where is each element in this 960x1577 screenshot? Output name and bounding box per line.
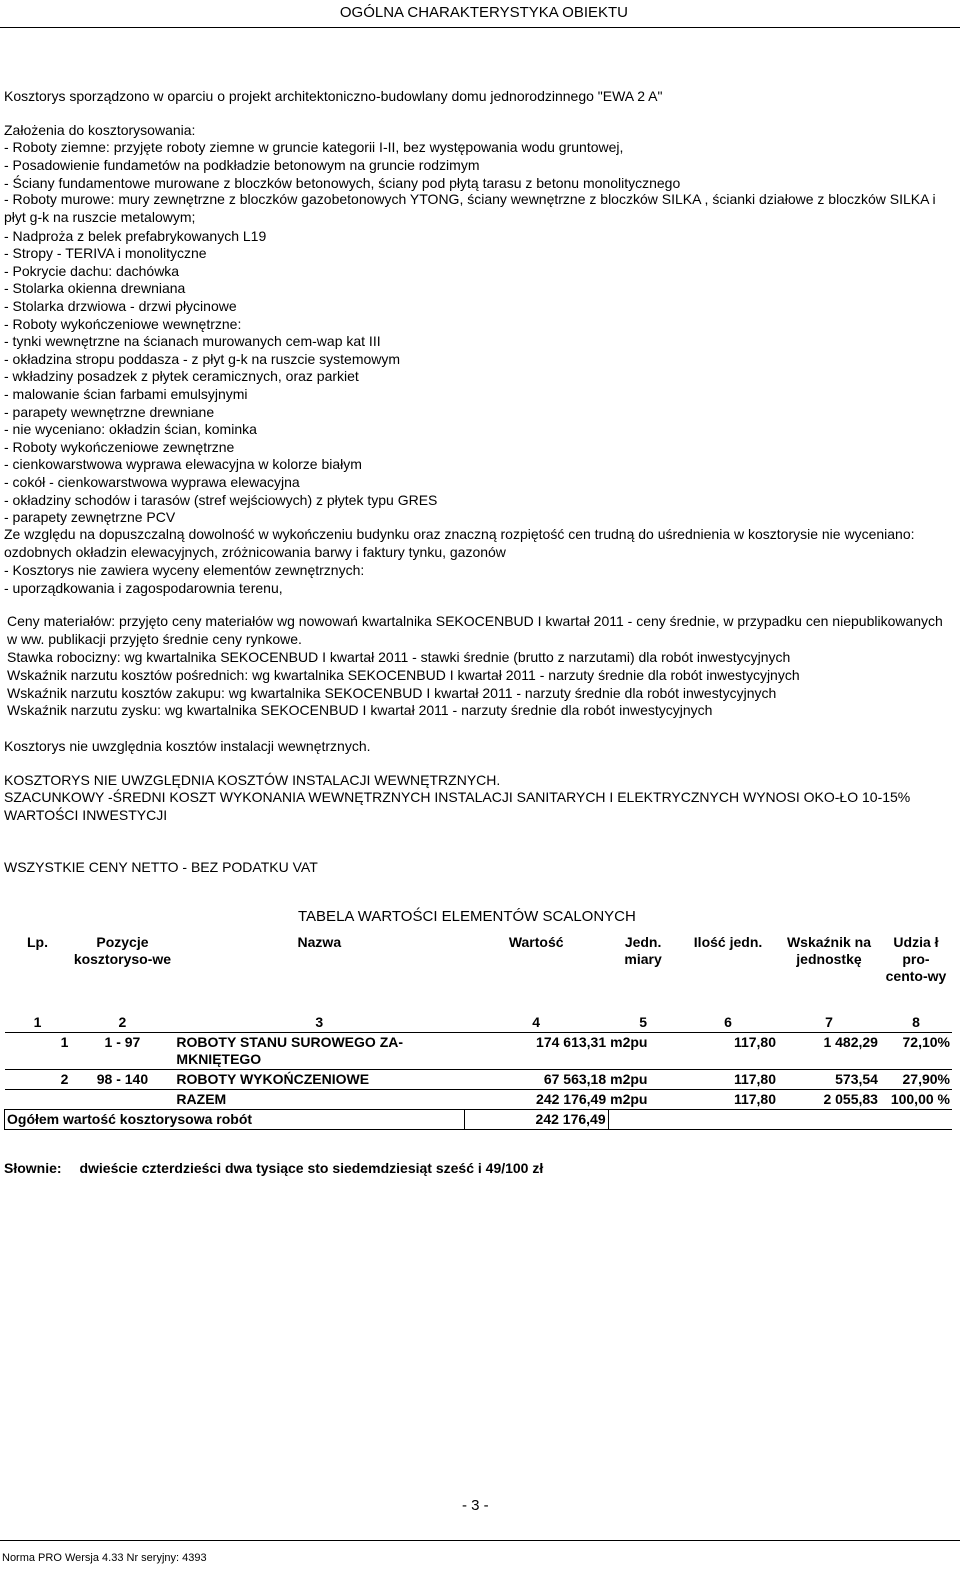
assumption-item: - okładzina stropu poddasza - z płyt g-k na ruszcie systemowym [4,351,401,367]
elements-table [4,933,952,1130]
table-total-row [5,1090,953,1110]
slownie-line [4,1160,557,1176]
footer-divider [0,1540,960,1541]
assumption-item: - Posadowienie fundametów na podkładzie betonowym na gruncie rodzimym [4,157,480,173]
assumption-item: - Roboty wykończeniowe wewnętrzne: [4,316,242,332]
column-number: 7 [778,1013,880,1033]
col-header-ilosc: Ilość jedn. [693,934,763,950]
cell-udzial: 27,90% [880,1070,952,1090]
slownie-label: Słownie: [4,1160,62,1176]
col-header-udzial: Udzia ł pro-cento-wy [885,934,947,984]
excluded-heading: - Kosztorys nie zawiera wyceny elementów zewnętrznych: [4,562,365,578]
table-overall-row [5,1110,953,1130]
assumption-item: - malowanie ścian farbami emulsyjnymi [4,386,248,402]
total-jedn: m2pu [608,1090,678,1110]
page-header [0,0,960,28]
table-header-row [5,933,953,1013]
cell-nazwa: ROBOTY STANU SUROWEGO ZA-MKNIĘTEGO [174,1033,464,1070]
caps-note-1: KOSZTORYS NIE UWZGLĘDNIA KOSZTÓW INSTALACJI WEWNĘTRZNYCH. [4,772,501,788]
cell-lp: 1 [5,1033,71,1070]
overall-wartosc: 242 176,49 [464,1110,608,1130]
caps-note-2: SZACUNKOWY -ŚREDNI KOSZT WYKONANIA WEWNĘTRZNYCH INSTALACJI SANITARYCH I ELEKTRYCZNYCH WYNOSI OKO-ŁO 10-15% WARTOŚCI INWESTYCJI [4,789,911,823]
total-ilosc: 117,80 [678,1090,778,1110]
table-row [5,1070,953,1090]
column-number: 3 [174,1013,464,1033]
cell-wartosc: 67 563,18 [464,1070,608,1090]
total-udzial: 100,00 % [880,1090,952,1110]
assumption-item: - Nadproża z belek prefabrykowanych L19 [4,228,267,244]
prices-materials: Ceny materiałów: przyjęto ceny materiałów wg nowowań kwartalnika SEKOCENBUD I kwartał 2011 - ceny średnie, w przypadku cen niepublikowanych w ww. publikacji przyjęto średnie ceny rynkowe. [7,613,943,647]
table-caption: TABELA WARTOŚCI ELEMENTÓW SCALONYCH [298,908,636,925]
total-wskaznik: 2 055,83 [778,1090,880,1110]
assumption-item: - tynki wewnętrzne na ścianach murowanych cem-wap kat III [4,333,381,349]
footer-text: Norma PRO Wersja 4.33 Nr seryjny: 4393 [2,1552,207,1564]
intro-text: Kosztorys sporządzono w oparciu o projekt architektoniczno-budowlany domu jednorodzinnego "EWA 2 A" [4,88,663,104]
assumption-item: - parapety wewnętrzne drewniane [4,404,215,420]
page-header-title: OGÓLNA CHARAKTERYSTYKA OBIEKTU [339,4,628,21]
assumption-item: - wkładziny posadzek z płytek ceramicznych, oraz parkiet [4,368,359,384]
prices-purchase: Wskaźnik narzutu kosztów zakupu: wg kwartalnika SEKOCENBUD I kwartał 2011 - narzuty średnie dla robót inwestycyjnych [7,685,777,701]
cell-udzial: 72,10% [880,1033,952,1070]
assumption-item: - parapety zewnętrzne PCV [4,509,176,525]
assumption-item: - Roboty murowe: mury zewnętrzne z bloczków gazobetonowych YTONG, ściany wewnętrzne z bloczków SILKA , ścianki działowe z bloczków SILKA i płyt g-k na ruszcie metalowym; [4,191,936,225]
assumption-item: - Stolarka drzwiowa - drzwi płycinowe [4,298,237,314]
table-number-row [5,1013,953,1033]
column-number: 5 [608,1013,678,1033]
cell-lp: 2 [5,1070,71,1090]
cell-ilosc: 117,80 [678,1033,778,1070]
col-header-jedn: Jedn. miary [624,934,662,967]
cell-ilosc: 117,80 [678,1070,778,1090]
assumption-item: - Stropy - TERIVA i monolityczne [4,245,207,261]
prices-indirect: Wskaźnik narzutu kosztów pośrednich: wg kwartalnika SEKOCENBUD I kwartał 2011 - narzuty średnie dla robót inwestycyjnych [7,667,800,683]
assumption-item: - cienkowarstwowa wyprawa elewacyjna w kolorze białym [4,456,362,472]
installations-note: Kosztorys nie uwzględnia kosztów instalacji wewnętrznych. [4,738,371,754]
assumptions-heading: Założenia do kosztorysowania: [4,122,196,138]
assumption-item: - Ściany fundamentowe murowane z bloczków betonowych, ściany pod płytą tarasu z betonu monolitycznego [4,175,681,191]
total-label: RAZEM [174,1090,464,1110]
table-row [5,1033,953,1070]
column-number: 1 [5,1013,71,1033]
col-header-pozycje: Pozycje kosztoryso-we [73,934,172,967]
assumption-item: - cokół - cienkowarstwowa wyprawa elewacyjna [4,474,300,490]
cell-jedn: m2pu [608,1070,678,1090]
cell-pozycje: 98 - 140 [70,1070,174,1090]
col-header-lp: Lp. [26,934,48,950]
slownie-text: dwieście czterdzieści dwa tysiące sto siedemdziesiąt sześć i 49/100 zł [79,1160,544,1176]
assumption-item: - Roboty wykończeniowe zewnętrzne [4,439,235,455]
page-number: - 3 - [462,1497,489,1514]
assumption-item: - Pokrycie dachu: dachówka [4,263,180,279]
col-header-wartosc: Wartość [508,934,564,950]
cell-pozycje: 1 - 97 [70,1033,174,1070]
total-wartosc: 242 176,49 [464,1090,608,1110]
column-number: 6 [678,1013,778,1033]
assumption-item: - nie wyceniano: okładzin ścian, kominka [4,421,257,437]
cell-wskaznik: 1 482,29 [778,1033,880,1070]
col-header-nazwa: Nazwa [297,934,342,950]
cell-wskaznik: 573,54 [778,1070,880,1090]
vat-note: WSZYSTKIE CENY NETTO - BEZ PODATKU VAT [4,859,318,875]
overall-label: Ogółem wartość kosztorysowa robót [5,1110,465,1130]
excluded-item: - uporządkowania i zagospodarownia terenu, [4,580,283,596]
assumption-item: - okładziny schodów i tarasów (stref wejściowych) z płytek typu GRES [4,492,438,508]
assumption-item: - Roboty ziemne: przyjęte roboty ziemne w gruncie kategorii I-II, bez występowania wodu gruntowej, [4,139,624,155]
assumptions-note: Ze względu na dopuszczalną dowolność w wykończeniu budynku oraz znaczną rozpiętość cen trudną do uśrednienia w kosztorysie nie wyceniano: ozdobnych okładzin elewacyjnych, zróżnicowania barwy i faktury tynku, gazonów [4,526,915,560]
column-number: 4 [464,1013,608,1033]
col-header-wskaznik: Wskaźnik na jednostkę [786,934,871,967]
assumption-item: - Stolarka okienna drewniana [4,280,186,296]
column-number: 8 [880,1013,952,1033]
column-number: 2 [70,1013,174,1033]
prices-labor: Stawka robocizny: wg kwartalnika SEKOCENBUD I kwartał 2011 - stawki średnie (brutto z narzutami) dla robót inwestycyjnych [7,649,791,665]
prices-profit: Wskaźnik narzutu zysku: wg kwartalnika SEKOCENBUD I kwartał 2011 - narzuty średnie dla robót inwestycyjnych [7,702,713,718]
cell-jedn: m2pu [608,1033,678,1070]
cell-nazwa: ROBOTY WYKOŃCZENIOWE [174,1070,464,1090]
cell-wartosc: 174 613,31 [464,1033,608,1070]
